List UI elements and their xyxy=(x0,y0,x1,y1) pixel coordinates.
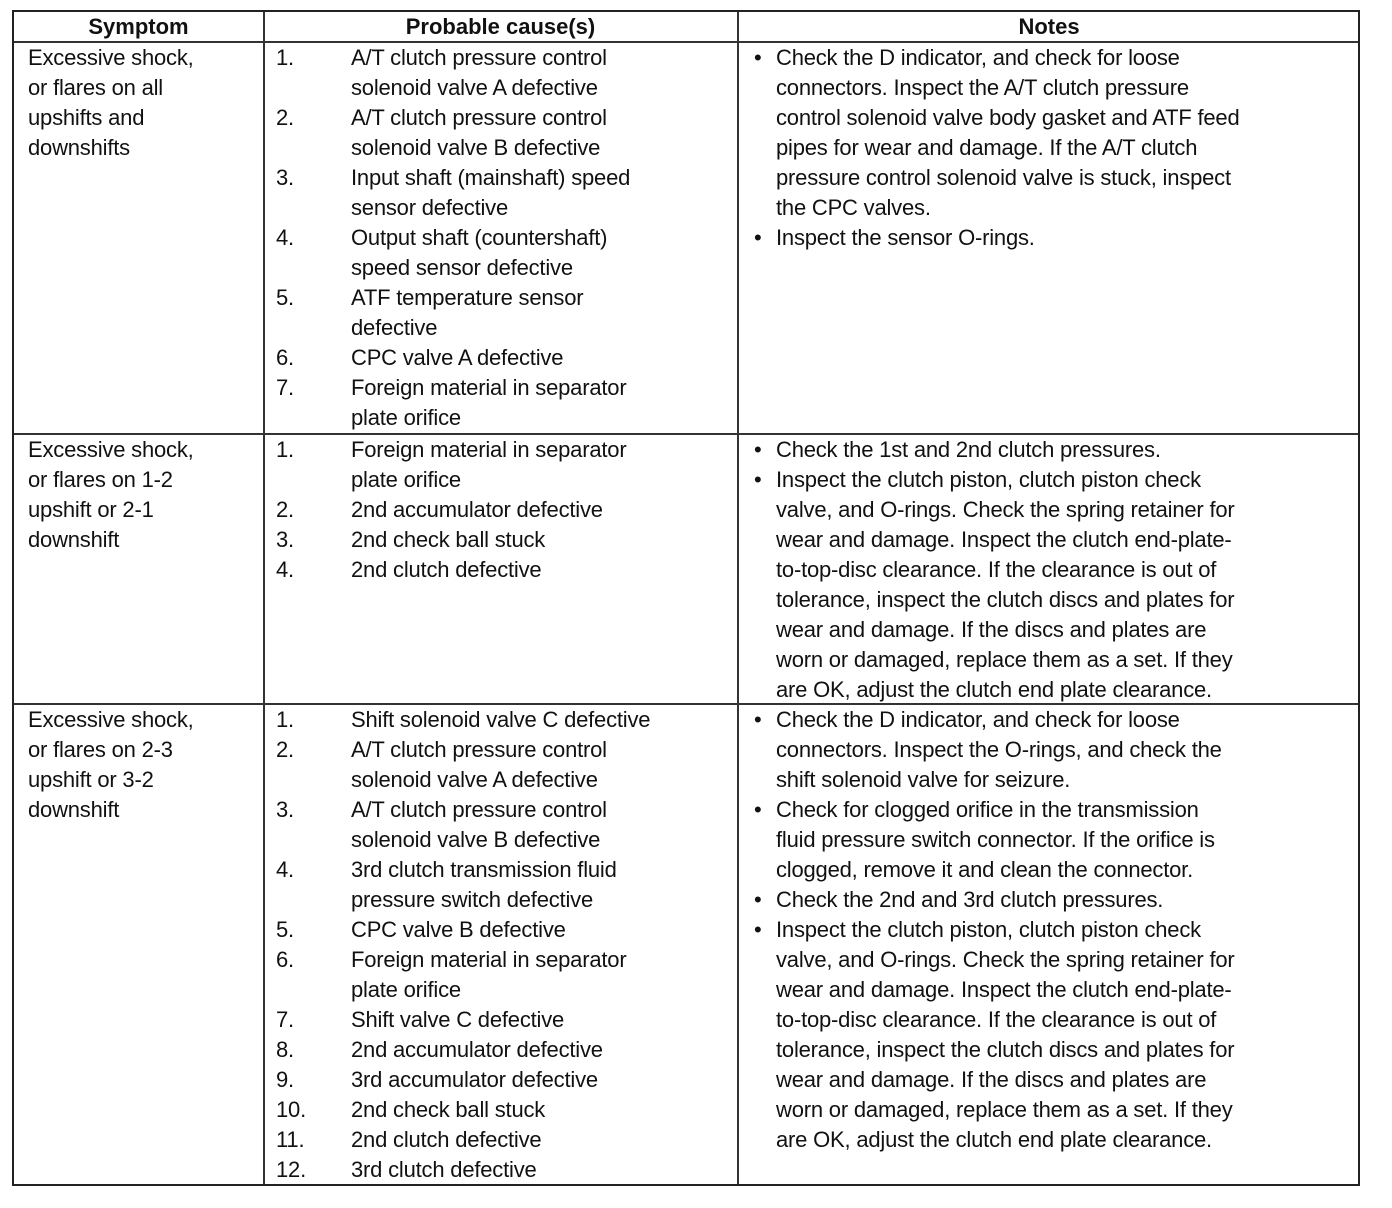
note-line xyxy=(754,223,1354,253)
cause-line xyxy=(276,915,736,945)
cause-number: 6. xyxy=(276,345,294,370)
note-line xyxy=(754,133,1354,163)
cause-line xyxy=(276,313,736,343)
note-line xyxy=(754,795,1354,825)
cause-line xyxy=(276,795,736,825)
cause-text: Input shaft (mainshaft) speed xyxy=(351,165,631,190)
cause-text: plate orifice xyxy=(351,977,461,1002)
cause-line xyxy=(276,735,736,765)
cause-line xyxy=(276,43,736,73)
note-line xyxy=(754,525,1354,555)
cause-line xyxy=(276,373,736,403)
cause-line xyxy=(276,855,736,885)
note-line xyxy=(754,675,1354,705)
note-text: Check the D indicator, and check for loose xyxy=(776,45,1180,70)
cause-text: plate orifice xyxy=(351,467,461,492)
note-line xyxy=(754,645,1354,675)
cause-item xyxy=(276,283,736,343)
cause-text: defective xyxy=(351,315,438,340)
symptom-text: Excessive shock, xyxy=(28,437,194,462)
note-text: tolerance, inspect the clutch discs and plates for xyxy=(776,587,1235,612)
cause-line xyxy=(276,163,736,193)
notes-cell xyxy=(754,43,1354,253)
note-line xyxy=(754,163,1354,193)
cause-text: A/T clutch pressure control xyxy=(351,45,607,70)
cause-text: Foreign material in separator xyxy=(351,437,627,462)
symptom-text: Excessive shock, xyxy=(28,45,194,70)
cause-item xyxy=(276,705,736,735)
symptom-cell xyxy=(28,435,258,555)
note-line xyxy=(754,1125,1354,1155)
cause-item xyxy=(276,555,736,585)
cause-item xyxy=(276,435,736,495)
cause-number: 11. xyxy=(276,1127,305,1152)
bullet-icon: • xyxy=(754,467,762,492)
cause-line xyxy=(276,825,736,855)
cause-text: CPC valve B defective xyxy=(351,917,566,942)
cause-text: solenoid valve B defective xyxy=(351,135,601,160)
cause-text: A/T clutch pressure control xyxy=(351,797,607,822)
cause-line xyxy=(276,193,736,223)
note-line xyxy=(754,765,1354,795)
cause-item xyxy=(276,163,736,223)
causes-cell xyxy=(276,705,736,1185)
note-text: wear and damage. If the discs and plates are xyxy=(776,617,1207,642)
causes-cell xyxy=(276,435,736,585)
cause-line xyxy=(276,765,736,795)
cause-line xyxy=(276,885,736,915)
symptom-text: upshift or 3-2 xyxy=(28,767,154,792)
cause-line xyxy=(276,495,736,525)
cause-item xyxy=(276,1125,736,1155)
cause-item xyxy=(276,495,736,525)
bullet-icon: • xyxy=(754,797,762,822)
cause-line xyxy=(276,403,736,433)
cause-text: solenoid valve A defective xyxy=(351,767,598,792)
cause-line xyxy=(276,1155,736,1185)
cause-text: 3rd accumulator defective xyxy=(351,1067,598,1092)
cause-text: speed sensor defective xyxy=(351,255,573,280)
note-text: valve, and O-rings. Check the spring retainer for xyxy=(776,497,1235,522)
note-text: pressure control solenoid valve is stuck, inspect xyxy=(776,165,1231,190)
note-text: Check the 2nd and 3rd clutch pressures. xyxy=(776,887,1164,912)
note-line xyxy=(754,855,1354,885)
note-line xyxy=(754,103,1354,133)
cause-line xyxy=(276,705,736,735)
note-line xyxy=(754,1005,1354,1035)
cause-number: 5. xyxy=(276,917,294,942)
cause-line xyxy=(276,1095,736,1125)
note-text: clogged, remove it and clean the connector. xyxy=(776,857,1194,882)
cause-number: 8. xyxy=(276,1037,294,1062)
symptom-text: downshift xyxy=(28,527,120,552)
cause-number: 10. xyxy=(276,1097,306,1122)
note-line xyxy=(754,465,1354,495)
cause-line xyxy=(276,465,736,495)
cause-text: ATF temperature sensor xyxy=(351,285,584,310)
notes-cell xyxy=(754,435,1354,705)
cause-text: plate orifice xyxy=(351,405,461,430)
note-text: connectors. Inspect the O-rings, and check the xyxy=(776,737,1222,762)
cause-number: 2. xyxy=(276,737,294,762)
note-line xyxy=(754,915,1354,945)
note-line xyxy=(754,705,1354,735)
note-text: Check for clogged orifice in the transmission xyxy=(776,797,1199,822)
note-line xyxy=(754,735,1354,765)
note-line xyxy=(754,555,1354,585)
note-line xyxy=(754,1065,1354,1095)
symptom-text: Excessive shock, xyxy=(28,707,194,732)
symptom-text: downshift xyxy=(28,797,120,822)
cause-item xyxy=(276,223,736,283)
cause-number: 7. xyxy=(276,375,294,400)
note-text: Inspect the clutch piston, clutch piston check xyxy=(776,917,1201,942)
cause-number: 12. xyxy=(276,1157,306,1182)
note-line xyxy=(754,975,1354,1005)
cause-number: 2. xyxy=(276,497,294,522)
cause-line xyxy=(276,73,736,103)
note-line xyxy=(754,1035,1354,1065)
cause-line xyxy=(276,1005,736,1035)
note-text: wear and damage. Inspect the clutch end-plate- xyxy=(776,527,1232,552)
cause-line xyxy=(276,1035,736,1065)
cause-number: 1. xyxy=(276,45,294,70)
note-text: worn or damaged, replace them as a set. If they xyxy=(776,647,1233,672)
cause-item xyxy=(276,945,736,1005)
cause-number: 1. xyxy=(276,707,294,732)
note-line xyxy=(754,193,1354,223)
note-text: the CPC valves. xyxy=(776,195,931,220)
cause-number: 3. xyxy=(276,527,294,552)
bullet-icon: • xyxy=(754,917,762,942)
cause-line xyxy=(276,223,736,253)
note-text: wear and damage. If the discs and plates are xyxy=(776,1067,1207,1092)
cause-text: 2nd accumulator defective xyxy=(351,497,603,522)
cause-text: 3rd clutch defective xyxy=(351,1157,537,1182)
note-text: valve, and O-rings. Check the spring retainer for xyxy=(776,947,1235,972)
cause-number: 2. xyxy=(276,105,294,130)
note-text: Inspect the sensor O-rings. xyxy=(776,225,1035,250)
cause-number: 4. xyxy=(276,225,294,250)
cause-number: 1. xyxy=(276,437,294,462)
symptom-text: or flares on all xyxy=(28,75,163,100)
cause-item xyxy=(276,1065,736,1095)
header-probable-causes: Probable cause(s) xyxy=(405,14,596,39)
cause-item xyxy=(276,43,736,103)
cause-text: Output shaft (countershaft) xyxy=(351,225,608,250)
cause-number: 7. xyxy=(276,1007,294,1032)
bullet-icon: • xyxy=(754,887,762,912)
note-text: to-top-disc clearance. If the clearance is out of xyxy=(776,1007,1217,1032)
note-line xyxy=(754,825,1354,855)
note-text: are OK, adjust the clutch end plate clearance. xyxy=(776,1127,1212,1152)
symptom-text: or flares on 2-3 xyxy=(28,737,173,762)
cause-text: Foreign material in separator xyxy=(351,947,627,972)
cause-text: Shift valve C defective xyxy=(351,1007,565,1032)
cause-text: sensor defective xyxy=(351,195,508,220)
cause-line xyxy=(276,1125,736,1155)
cause-item xyxy=(276,1095,736,1125)
cause-item xyxy=(276,1155,736,1185)
causes-cell xyxy=(276,43,736,433)
symptom-text: upshifts and xyxy=(28,105,145,130)
cause-line xyxy=(276,133,736,163)
cause-item xyxy=(276,103,736,163)
cause-item xyxy=(276,343,736,373)
column-divider xyxy=(263,12,265,1184)
note-line xyxy=(754,945,1354,975)
note-item xyxy=(754,465,1354,705)
symptom-cell xyxy=(28,43,258,163)
bullet-icon: • xyxy=(754,707,762,732)
cause-text: Foreign material in separator xyxy=(351,375,627,400)
cause-item xyxy=(276,855,736,915)
note-text: fluid pressure switch connector. If the orifice is xyxy=(776,827,1215,852)
note-text: wear and damage. Inspect the clutch end-plate- xyxy=(776,977,1232,1002)
symptom-text: upshift or 2-1 xyxy=(28,497,154,522)
cause-line xyxy=(276,1065,736,1095)
cause-item xyxy=(276,373,736,433)
cause-number: 4. xyxy=(276,557,294,582)
note-text: tolerance, inspect the clutch discs and plates for xyxy=(776,1037,1235,1062)
cause-line xyxy=(276,343,736,373)
note-line xyxy=(754,435,1354,465)
column-divider xyxy=(737,12,739,1184)
note-item xyxy=(754,705,1354,795)
note-text: Check the D indicator, and check for loose xyxy=(776,707,1180,732)
bullet-icon: • xyxy=(754,45,762,70)
cause-line xyxy=(276,555,736,585)
cause-line xyxy=(276,253,736,283)
cause-text: CPC valve A defective xyxy=(351,345,564,370)
cause-item xyxy=(276,795,736,855)
cause-text: solenoid valve B defective xyxy=(351,827,601,852)
cause-line xyxy=(276,945,736,975)
note-line xyxy=(754,585,1354,615)
cause-text: 2nd accumulator defective xyxy=(351,1037,603,1062)
symptom-cell xyxy=(28,705,258,825)
note-item xyxy=(754,223,1354,253)
note-text: are OK, adjust the clutch end plate clearance. xyxy=(776,677,1212,702)
cause-text: 2nd check ball stuck xyxy=(351,1097,546,1122)
note-line xyxy=(754,1095,1354,1125)
header-symptom: Symptom xyxy=(88,14,189,39)
notes-cell xyxy=(754,705,1354,1155)
note-line xyxy=(754,495,1354,525)
note-text: to-top-disc clearance. If the clearance is out of xyxy=(776,557,1217,582)
cause-number: 5. xyxy=(276,285,294,310)
note-line xyxy=(754,615,1354,645)
note-item xyxy=(754,885,1354,915)
bullet-icon: • xyxy=(754,437,762,462)
header-notes: Notes xyxy=(1018,14,1080,39)
note-line xyxy=(754,885,1354,915)
cause-line xyxy=(276,975,736,1005)
note-text: control solenoid valve body gasket and ATF feed xyxy=(776,105,1240,130)
cause-line xyxy=(276,103,736,133)
note-text: worn or damaged, replace them as a set. If they xyxy=(776,1097,1233,1122)
note-text: shift solenoid valve for seizure. xyxy=(776,767,1071,792)
note-item xyxy=(754,435,1354,465)
cause-item xyxy=(276,735,736,795)
note-line xyxy=(754,43,1354,73)
cause-line xyxy=(276,525,736,555)
symptom-text: downshifts xyxy=(28,135,130,160)
cause-text: 3rd clutch transmission fluid xyxy=(351,857,617,882)
cause-text: pressure switch defective xyxy=(351,887,593,912)
cause-text: 2nd check ball stuck xyxy=(351,527,546,552)
cause-line xyxy=(276,435,736,465)
cause-number: 3. xyxy=(276,797,294,822)
cause-text: A/T clutch pressure control xyxy=(351,105,607,130)
bullet-icon: • xyxy=(754,225,762,250)
cause-text: 2nd clutch defective xyxy=(351,557,542,582)
cause-number: 3. xyxy=(276,165,294,190)
troubleshooting-table xyxy=(12,10,1360,1186)
cause-number: 6. xyxy=(276,947,294,972)
cause-number: 4. xyxy=(276,857,294,882)
cause-text: 2nd clutch defective xyxy=(351,1127,542,1152)
note-text: connectors. Inspect the A/T clutch pressure xyxy=(776,75,1189,100)
cause-line xyxy=(276,283,736,313)
note-text: Inspect the clutch piston, clutch piston check xyxy=(776,467,1201,492)
cause-number: 9. xyxy=(276,1067,294,1092)
cause-item xyxy=(276,915,736,945)
note-item xyxy=(754,795,1354,885)
cause-text: A/T clutch pressure control xyxy=(351,737,607,762)
cause-text: solenoid valve A defective xyxy=(351,75,598,100)
note-text: Check the 1st and 2nd clutch pressures. xyxy=(776,437,1161,462)
cause-text: Shift solenoid valve C defective xyxy=(351,707,651,732)
note-item xyxy=(754,43,1354,223)
note-text: pipes for wear and damage. If the A/T clutch xyxy=(776,135,1198,160)
symptom-text: or flares on 1-2 xyxy=(28,467,173,492)
cause-item xyxy=(276,525,736,555)
note-line xyxy=(754,73,1354,103)
cause-item xyxy=(276,1035,736,1065)
cause-item xyxy=(276,1005,736,1035)
note-item xyxy=(754,915,1354,1155)
